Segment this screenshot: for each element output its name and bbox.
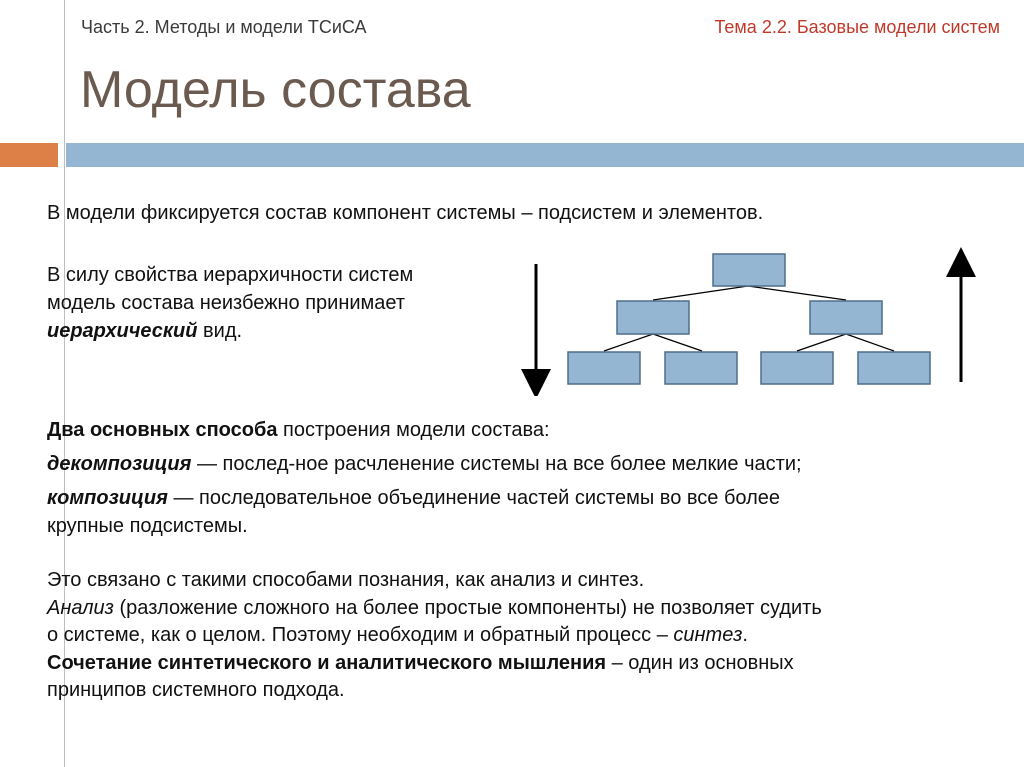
- accent-bar-orange: [0, 143, 58, 167]
- accent-bar-blue: [66, 143, 1024, 167]
- paragraph-analysis-synthesis: [47, 567, 947, 705]
- header-topic: Тема 2.2. Базовые модели систем: [714, 17, 1000, 37]
- methods-rest: построения модели состава:: [277, 419, 550, 441]
- analysis-line-3-start: о системе, как о целом. Поэтому необходим и обратный процесс –: [47, 624, 674, 647]
- hierarchy-line-1: В силу свойства иерархичности систем: [47, 264, 414, 286]
- composition-line: [47, 484, 927, 512]
- tree-node-level3: [761, 352, 833, 384]
- analysis-line-2: [47, 595, 947, 623]
- methods-heading: [47, 416, 927, 444]
- analysis-line-4: [47, 650, 947, 678]
- tree-node-root: [713, 254, 785, 286]
- header-course-part: Часть 2. Методы и модели ТСиСА: [81, 17, 367, 37]
- combination-bold: Сочетание синтетического и аналитического мышления: [47, 651, 607, 674]
- slide-title: Модель состава: [80, 61, 471, 119]
- composition-def-1: — последовательное объединение частей системы во все более: [167, 487, 781, 509]
- composition-term: композиция: [47, 487, 168, 509]
- methods-bold: Два основных способа: [47, 419, 278, 441]
- analysis-rest: (разложение сложного на более простые компоненты) не позволяет судить: [113, 596, 822, 619]
- hierarchy-rest: вид.: [197, 320, 243, 342]
- tree-node-level3: [858, 352, 930, 384]
- paragraph-composition-intro: В модели фиксируется состав компонент системы – подсистем и элементов.: [47, 202, 764, 224]
- decomposition-line: [47, 450, 927, 478]
- hierarchy-diagram: [520, 246, 980, 396]
- analysis-term: Анализ: [47, 596, 114, 619]
- paragraph-methods: [47, 416, 927, 540]
- analysis-line-1: Это связано с такими способами познания, как анализ и синтез.: [47, 569, 645, 591]
- decomposition-term: декомпозиция: [47, 453, 192, 475]
- decomposition-def: — послед-ное расчленение системы на все более мелкие части;: [191, 453, 802, 475]
- composition-def-2: крупные подсистемы.: [47, 515, 248, 537]
- hierarchy-line-2: модель состава неизбежно принимает: [47, 292, 406, 314]
- tree-node-level3: [568, 352, 640, 384]
- tree-node-level2-left: [617, 301, 689, 334]
- analysis-line-5: принципов системного подхода.: [47, 679, 345, 702]
- analysis-line-3: [47, 622, 947, 650]
- tree-node-level3: [665, 352, 737, 384]
- combination-rest: – один из основных: [606, 651, 794, 674]
- hierarchy-term: иерархический: [47, 320, 198, 342]
- synthesis-term: синтез: [673, 624, 743, 647]
- tree-node-level2-right: [810, 301, 882, 334]
- paragraph-hierarchy: [47, 261, 487, 345]
- hierarchy-line-3: [47, 317, 487, 345]
- analysis-line-3-end: .: [742, 624, 748, 647]
